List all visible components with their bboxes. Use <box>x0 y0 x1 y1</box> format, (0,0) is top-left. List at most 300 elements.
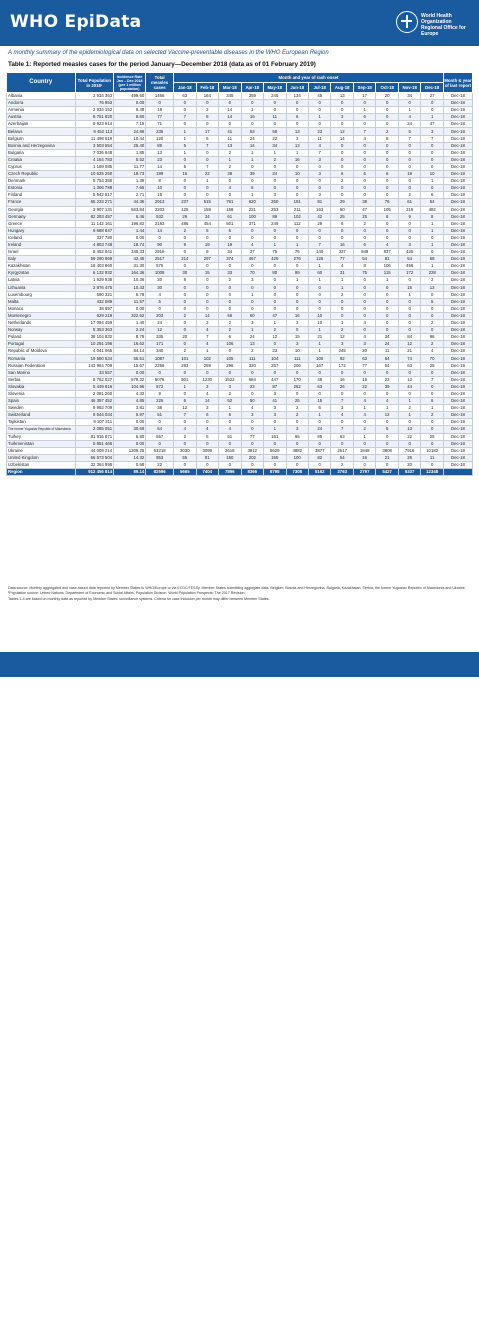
table-cell: 29 <box>331 199 353 206</box>
table-cell: 0 <box>308 185 330 192</box>
table-cell: 45 <box>308 93 330 100</box>
table-cell: 0 <box>398 440 420 447</box>
table-cell: 54 <box>398 256 420 263</box>
table-row <box>7 178 473 185</box>
table-cell: 0 <box>376 192 398 199</box>
table-cell: 76 <box>286 249 308 256</box>
table-cell: 0 <box>331 185 353 192</box>
table-cell: 63 <box>353 355 375 362</box>
table-cell: 0 <box>353 312 375 319</box>
table-cell: 9 452 113 <box>75 128 114 135</box>
table-cell: 515 <box>196 199 218 206</box>
table-row <box>7 426 473 433</box>
table-cell: Dec-18 <box>443 369 472 376</box>
table-cell: 0 <box>241 227 263 234</box>
country-cell: Croatia <box>7 156 76 163</box>
table-cell: 47 <box>353 206 375 213</box>
table-cell: 7 <box>398 135 420 142</box>
table-cell: 0 <box>308 291 330 298</box>
table-cell: 22 <box>146 461 174 468</box>
table-cell: 1 <box>286 149 308 156</box>
table-cell: 24 <box>146 320 174 327</box>
table-cell: 5 <box>376 426 398 433</box>
table-cell: 1 <box>308 277 330 284</box>
table-cell: 76 953 <box>75 100 114 107</box>
table-cell: 0 <box>353 163 375 170</box>
table-row <box>7 440 473 447</box>
table-row <box>7 263 473 270</box>
table-cell: 2 <box>353 220 375 227</box>
table-cell: 0 <box>174 390 196 397</box>
table-cell: 6.48 <box>114 107 146 114</box>
table-cell: 0 <box>421 185 443 192</box>
table-cell: 11 <box>219 135 241 142</box>
table-cell: 245 <box>331 348 353 355</box>
table-cell: 6 <box>353 241 375 248</box>
table-cell: 82 293 457 <box>75 213 114 220</box>
country-cell: Greece <box>7 220 76 227</box>
table-cell: 0 <box>219 284 241 291</box>
table-cell: 49 <box>308 376 330 383</box>
table-cell: 55.51 <box>114 355 146 362</box>
table-cell: 0 <box>286 390 308 397</box>
table-cell: 337 780 <box>75 234 114 241</box>
table-cell: 0 <box>398 369 420 376</box>
table-cell: 259 <box>196 362 218 369</box>
table-cell: 14 <box>146 227 174 234</box>
table-cell: 3877 <box>308 447 330 454</box>
table-cell: 454 <box>196 220 218 227</box>
table-cell: 3.81 <box>114 405 146 412</box>
table-row <box>7 298 473 305</box>
table-cell: 0 <box>421 426 443 433</box>
table-cell: 11 <box>308 135 330 142</box>
table-cell: 245 <box>264 93 286 100</box>
table-cell: 3 <box>331 405 353 412</box>
table-cell: 4 <box>398 114 420 121</box>
table-cell: Dec-18 <box>443 213 472 220</box>
country-cell: Slovenia <box>7 390 76 397</box>
table-cell: 14 <box>219 114 241 121</box>
table-cell: 7 <box>308 149 330 156</box>
table-cell: 10182 <box>421 447 443 454</box>
table-cell: 25 <box>421 362 443 369</box>
table-cell: 0 <box>196 369 218 376</box>
table-cell: 297 <box>196 256 218 263</box>
table-cell: Dec-18 <box>443 234 472 241</box>
table-cell: 7 <box>421 135 443 142</box>
table-cell: 0 <box>174 305 196 312</box>
table-row <box>7 341 473 348</box>
table-cell: 0 <box>353 192 375 199</box>
table-cell: 10.36 <box>114 277 146 284</box>
table-cell: 0 <box>286 305 308 312</box>
table-cell: 0 <box>421 461 443 468</box>
table-cell: 0.00 <box>114 369 146 376</box>
table-cell: 0 <box>376 298 398 305</box>
table-cell: 0 <box>398 227 420 234</box>
table-cell: 44 009 214 <box>75 447 114 454</box>
table-cell: 9 982 709 <box>75 405 114 412</box>
table-cell: 0 <box>174 440 196 447</box>
table-cell: 7 <box>353 128 375 135</box>
table-cell: 579.32 <box>114 376 146 383</box>
table-cell: 371 <box>241 220 263 227</box>
table-cell: 2 876 475 <box>75 284 114 291</box>
table-cell: Dec-18 <box>443 128 472 135</box>
table-cell: 0 <box>286 263 308 270</box>
country-cell: Netherlands <box>7 320 76 327</box>
table-cell: 572 <box>146 383 174 390</box>
table-cell: 75 <box>264 249 286 256</box>
col-header-month: Oct-18 <box>376 83 398 93</box>
table-cell: 0 <box>376 327 398 334</box>
country-cell: Russian Federation <box>7 362 76 369</box>
table-cell: 0 <box>174 107 196 114</box>
table-cell: 0 <box>196 419 218 426</box>
table-cell: 4 <box>353 398 375 405</box>
table-cell: 60 <box>331 206 353 213</box>
table-cell: 10.44 <box>114 135 146 142</box>
table-cell: 44 <box>398 383 420 390</box>
table-cell: 2 <box>196 320 218 327</box>
table-cell: 0 <box>398 298 420 305</box>
table-cell: 0 <box>421 142 443 149</box>
table-cell: 2 <box>219 277 241 284</box>
table-cell: 0 <box>353 100 375 107</box>
table-cell: 8 <box>174 277 196 284</box>
table-row <box>7 114 473 121</box>
table-cell: 0 <box>219 100 241 107</box>
table-cell: 262 <box>286 383 308 390</box>
table-cell: 6 <box>286 114 308 121</box>
table-cell: 164.36 <box>114 270 146 277</box>
table-cell: Dec-18 <box>443 398 472 405</box>
table-cell: 345.33 <box>114 249 146 256</box>
table-cell: 0 <box>286 291 308 298</box>
table-cell: 0 <box>376 312 398 319</box>
table-cell: 0 <box>353 369 375 376</box>
table-cell: 276 <box>286 256 308 263</box>
table-cell: 0 <box>286 100 308 107</box>
table-cell: 159 <box>196 206 218 213</box>
table-cell: 89 <box>146 142 174 149</box>
table-row <box>7 227 473 234</box>
col-header-month: Sep-18 <box>353 83 375 93</box>
table-cell: Dec-18 <box>443 334 472 341</box>
table-cell: 0 <box>376 142 398 149</box>
table-cell: 0 <box>286 163 308 170</box>
table-cell: 13 <box>398 426 420 433</box>
table-cell: 0 <box>286 121 308 128</box>
table-cell: Dec-18 <box>443 142 472 149</box>
col-header-month: May-18 <box>264 83 286 93</box>
who-logo-line: Europe <box>421 31 439 37</box>
table-row <box>7 206 473 213</box>
table-cell: 3 <box>421 128 443 135</box>
table-cell: 0 <box>353 419 375 426</box>
table-cell: 1 <box>398 412 420 419</box>
col-header-month: Apr-18 <box>241 83 263 93</box>
table-cell: 3 <box>264 192 286 199</box>
table-cell: 0 <box>219 419 241 426</box>
total-cell: 5427 <box>376 468 398 475</box>
table-cell: Dec-18 <box>443 171 472 178</box>
table-cell: 63 <box>398 362 420 369</box>
table-cell: 2 <box>331 327 353 334</box>
table-cell: 0 <box>353 156 375 163</box>
table-cell: 0 <box>219 298 241 305</box>
table-cell: 1 <box>421 178 443 185</box>
table-cell: 1 <box>196 178 218 185</box>
table-cell: 13 <box>146 149 174 156</box>
table-cell: Dec-18 <box>443 383 472 390</box>
table-cell: 1 306 788 <box>75 185 114 192</box>
table-cell: 70 <box>421 355 443 362</box>
table-cell: 23 <box>376 376 398 383</box>
table-cell: 29 <box>174 213 196 220</box>
table-cell: 2517 <box>331 447 353 454</box>
table-cell: 7 <box>308 241 330 248</box>
table-cell: 0 <box>241 163 263 170</box>
col-header-month: Jun-18 <box>286 83 308 93</box>
table-cell: 8 <box>376 135 398 142</box>
table-cell: 120 <box>146 135 174 142</box>
table-cell: 0 <box>398 185 420 192</box>
table-cell: 0 <box>219 461 241 468</box>
region-total-row <box>7 468 473 475</box>
table-cell: 3812 <box>241 447 263 454</box>
table-cell: 20 <box>174 334 196 341</box>
table-cell: 2 934 152 <box>75 107 114 114</box>
table-cell: 0 <box>241 305 263 312</box>
table-cell: 2 <box>331 291 353 298</box>
table-cell: Dec-18 <box>443 263 472 270</box>
table-cell: 0 <box>264 341 286 348</box>
table-cell: 0 <box>264 291 286 298</box>
table-cell: 2 <box>264 156 286 163</box>
table-cell: 8 <box>376 213 398 220</box>
table-cell: 4 <box>196 327 218 334</box>
table-cell: 1 <box>241 107 263 114</box>
table-cell: 0 <box>264 284 286 291</box>
table-cell: 0 <box>196 234 218 241</box>
total-cell: 5665 <box>174 468 196 475</box>
table-cell: 0 <box>376 433 398 440</box>
table-cell: 486 <box>174 220 196 227</box>
country-cell: Poland <box>7 334 76 341</box>
table-cell: 837 <box>376 249 398 256</box>
who-logo-line: Regional Office for <box>421 25 466 31</box>
who-logo-line: World Health <box>421 13 452 19</box>
table-cell: Dec-18 <box>443 241 472 248</box>
table-cell: 7.65 <box>114 185 146 192</box>
table-cell: 235 <box>146 128 174 135</box>
table-cell: Dec-18 <box>443 277 472 284</box>
table-cell: 0 <box>196 149 218 156</box>
col-header-population: Total Population in 2018¹ <box>75 73 114 93</box>
table-cell: 4 <box>196 426 218 433</box>
table-cell: 7 036 848 <box>75 149 114 156</box>
country-cell: Slovakia <box>7 383 76 390</box>
footnote-tables: Tables 1-4 are based on monthly data as reported by Member States' surveillance systems. Criteria for case inclusion per month may differ between Member States. <box>8 596 270 601</box>
table-cell: Dec-18 <box>443 135 472 142</box>
table-cell: 0 <box>174 341 196 348</box>
table-cell: 11 <box>421 454 443 461</box>
table-row <box>7 277 473 284</box>
table-cell: Dec-18 <box>443 405 472 412</box>
table-cell: 0 <box>286 107 308 114</box>
table-row <box>7 362 473 369</box>
table-cell: Dec-18 <box>443 454 472 461</box>
table-cell: Dec-18 <box>443 220 472 227</box>
table-cell: 172 <box>398 270 420 277</box>
table-cell: 0 <box>241 298 263 305</box>
table-cell: 0 <box>353 149 375 156</box>
table-row <box>7 327 473 334</box>
table-cell: 6.80 <box>114 433 146 440</box>
table-cell: 0 <box>264 369 286 376</box>
table-cell: 1 <box>264 320 286 327</box>
table-cell: 10 <box>146 185 174 192</box>
table-cell: 206 <box>286 362 308 369</box>
table-cell: 320 <box>241 362 263 369</box>
table-cell: 51 <box>146 412 174 419</box>
table-cell: 14.32 <box>114 454 146 461</box>
table-cell: 225 <box>146 398 174 405</box>
table-cell: 249 <box>264 220 286 227</box>
table-row <box>7 199 473 206</box>
table-cell: 3 <box>308 192 330 199</box>
table-cell: 34 <box>219 249 241 256</box>
table-cell: 5 <box>421 298 443 305</box>
table-cell: 6 <box>421 192 443 199</box>
table-cell: 30 <box>146 284 174 291</box>
country-cell: Estonia <box>7 185 76 192</box>
table-cell: 30 <box>174 270 196 277</box>
table-cell: 4 <box>241 405 263 412</box>
total-cell: 2797 <box>353 468 375 475</box>
table-cell: 1.40 <box>114 320 146 327</box>
table-cell: 20 <box>376 93 398 100</box>
table-cell: 501 <box>219 220 241 227</box>
table-cell: 77 <box>146 114 174 121</box>
table-cell: 221 <box>241 206 263 213</box>
country-cell: Kazakhstan <box>7 263 76 270</box>
table-cell: 13 <box>241 341 263 348</box>
table-cell: 0 <box>376 100 398 107</box>
table-cell: 0 <box>219 178 241 185</box>
table-cell: 4.32 <box>114 390 146 397</box>
table-cell: 76 <box>376 199 398 206</box>
table-cell: 55 <box>174 454 196 461</box>
table-cell: 8 <box>196 114 218 121</box>
table-cell: 211 <box>286 206 308 213</box>
table-cell: 0.68 <box>114 461 146 468</box>
table-cell: 0 <box>241 426 263 433</box>
table-cell: 34 <box>264 142 286 149</box>
table-cell: 0 <box>308 440 330 447</box>
table-cell: 0 <box>376 291 398 298</box>
table-cell: 2517 <box>146 256 174 263</box>
table-cell: 8 <box>331 220 353 227</box>
table-cell: 1 <box>308 348 330 355</box>
table-cell: 18.73 <box>114 171 146 178</box>
table-cell: 257 <box>264 362 286 369</box>
table-cell: 6 <box>196 135 218 142</box>
table-cell: 0 <box>421 369 443 376</box>
table-cell: 23 <box>308 128 330 135</box>
table-cell: 2 085 051 <box>75 426 114 433</box>
table-cell: 115 <box>376 270 398 277</box>
table-cell: 96 <box>421 334 443 341</box>
table-cell: 335 <box>146 334 174 341</box>
total-cell: 82596 <box>146 468 174 475</box>
country-cell: Kyrgyzstan <box>7 270 76 277</box>
country-cell: San Marino <box>7 369 76 376</box>
table-cell: 0 <box>196 440 218 447</box>
table-cell: 0 <box>376 440 398 447</box>
table-cell: 2 <box>174 227 196 234</box>
table-cell: 0 <box>398 156 420 163</box>
table-cell: 8 <box>146 178 174 185</box>
table-cell: 3099 <box>196 447 218 454</box>
table-cell: 0 <box>331 142 353 149</box>
total-cell <box>443 468 472 475</box>
table-cell: 0 <box>196 277 218 284</box>
table-cell: 12 <box>264 334 286 341</box>
table-cell: 6 132 932 <box>75 270 114 277</box>
table-cell: 38 <box>146 405 174 412</box>
table-cell: 3 <box>241 412 263 419</box>
table-cell: 0 <box>331 192 353 199</box>
table-cell: 7 <box>331 426 353 433</box>
table-cell: 0 <box>264 185 286 192</box>
table-cell: 0 <box>196 263 218 270</box>
table-cell: 684 <box>241 376 263 383</box>
table-row <box>7 142 473 149</box>
table-cell: 0 <box>398 220 420 227</box>
table-cell: 6 <box>241 185 263 192</box>
who-logo-text <box>421 13 466 37</box>
table-cell: 0 <box>308 100 330 107</box>
table-cell: 2 934 363 <box>75 93 114 100</box>
table-cell: 4.85 <box>114 398 146 405</box>
table-cell: 0 <box>286 234 308 241</box>
table-cell: 0 <box>398 163 420 170</box>
table-cell: 0 <box>421 107 443 114</box>
table-cell: 1 <box>174 128 196 135</box>
table-cell: 11.77 <box>114 163 146 170</box>
country-cell: Belgium <box>7 135 76 142</box>
table-cell: 0 <box>174 234 196 241</box>
table-cell: 0 <box>308 163 330 170</box>
table-cell: 17 <box>196 128 218 135</box>
table-cell: 9 <box>146 390 174 397</box>
table-cell: 19 <box>219 241 241 248</box>
table-cell: 0 <box>286 440 308 447</box>
table-cell: 0 <box>421 305 443 312</box>
table-cell: 0 <box>331 419 353 426</box>
table-cell: 10 <box>308 320 330 327</box>
table-cell: 0 <box>421 312 443 319</box>
table-cell: Dec-18 <box>443 163 472 170</box>
table-cell: Dec-18 <box>443 355 472 362</box>
country-cell: Iceland <box>7 234 76 241</box>
table-cell: 0 <box>398 419 420 426</box>
table-cell: 0.00 <box>114 234 146 241</box>
table-cell: 3 <box>286 341 308 348</box>
